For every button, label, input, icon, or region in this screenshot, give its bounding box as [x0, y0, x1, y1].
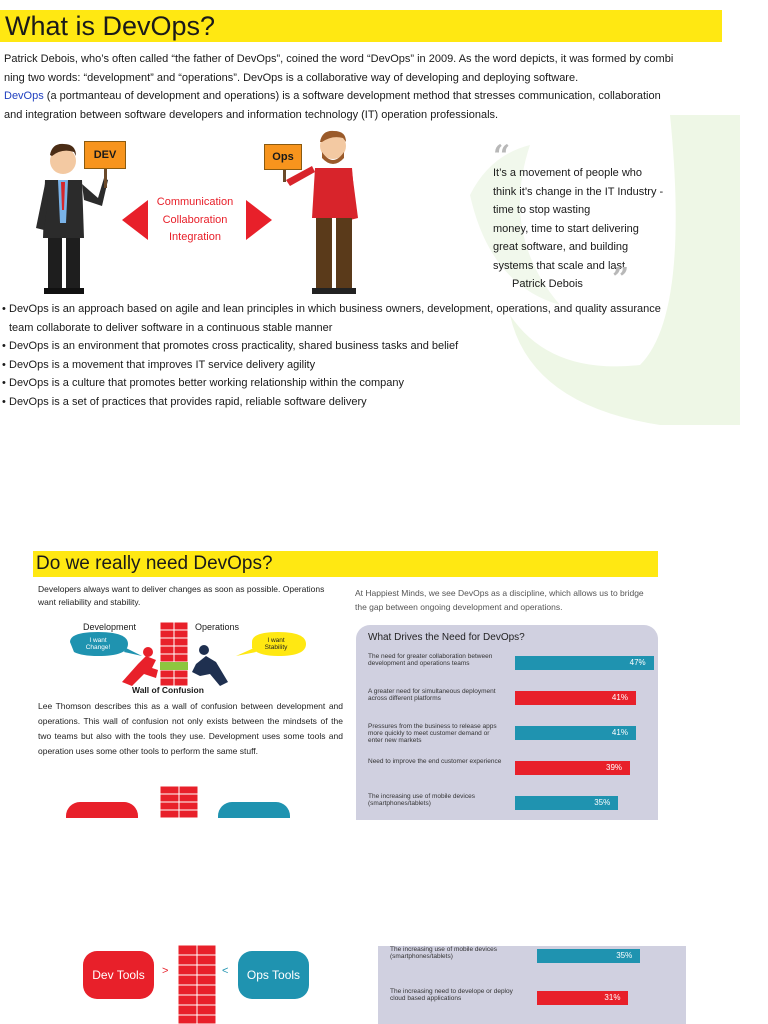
drive-text: The need for greater collaboration between development and operations teams [368, 653, 493, 667]
quote-line: systems that scale and last [493, 259, 626, 272]
list-item: • DevOps is a movement that improves IT service delivery agility [2, 356, 718, 375]
drives-panel-fragment [378, 946, 686, 1024]
comm-item: Communication [156, 196, 234, 208]
quote-line: It’s a movement of people who [493, 167, 642, 179]
section-title-bar [0, 10, 722, 42]
close-quote-icon: ” [612, 262, 630, 297]
drive-bar: 31% [537, 991, 628, 1005]
drives-title: What Drives the Need for DevOps? [368, 632, 525, 643]
comm-item: Collaboration [162, 213, 228, 226]
drive-bar: 35% [515, 796, 618, 810]
devops-link[interactable]: DevOps [4, 90, 44, 102]
operations-label: Operations [195, 622, 240, 632]
arrow-right-icon [246, 200, 272, 240]
list-item: • DevOps is an environment that promotes cross practicality, shared business tasks and belief [2, 337, 718, 356]
drive-text: The increasing use of mobile devices (smartphones/tablets) [390, 946, 497, 960]
dev-tools-fragment [66, 802, 138, 818]
wall-fragment-icon [160, 786, 198, 818]
drive-text: A greater need for simultaneous deployment across different platforms [368, 688, 496, 702]
section-title-bar [33, 551, 658, 577]
arrow-right-label: > [162, 965, 169, 977]
wall-icon [178, 945, 216, 1024]
arrow-left-label: < [222, 965, 229, 977]
drive-bar: 35% [537, 949, 640, 963]
drive-text: The increasing use of mobile devices (smartphones/tablets) [368, 793, 475, 807]
intro-line: ning two words: “development” and “operations”. DevOps is a collaborative way of developing and deploying software. [4, 71, 579, 84]
dev-tools-button: Dev Tools [83, 951, 154, 999]
intro-line [4, 87, 724, 106]
list-item-text: team collaborate to deliver software in a continuous stable manner [9, 321, 333, 334]
wall-of-confusion-illustration [60, 620, 310, 686]
quote-line: think it’s change in the IT Industry - [493, 185, 664, 198]
development-label: Development [83, 622, 137, 632]
drive-text: Pressures from the business to release apps more quickly to meet customer demand or enter new markets [368, 723, 497, 744]
bubble-want-stability: I want Stability [264, 637, 288, 651]
intro-paragraph [4, 50, 724, 124]
ops-sign: Ops [264, 144, 302, 170]
dev-sign: DEV [84, 141, 126, 169]
list-item [2, 300, 718, 337]
list-item: • DevOps is a set of practices that provides rapid, reliable software delivery [2, 393, 718, 412]
drive-bar: 39% [515, 761, 630, 775]
drive-bar: 47% [515, 656, 654, 670]
developers-paragraph: Developers always want to deliver changes as soon as possible. Operations want reliability and stability. [38, 584, 325, 607]
intro-line: Patrick Debois, who’s often called “the father of DevOps”, coined the word “DevOps” in 2009. As the word depicts, it was formed by combi [4, 53, 674, 65]
communication-list [150, 194, 240, 247]
quote-author: Patrick Debois [512, 278, 583, 290]
happiest-minds-paragraph: At Happiest Minds, we see DevOps as a discipline, which allows us to bridge the gap between ongoing development and operations. [355, 588, 644, 612]
page-title: What is DevOps? [5, 11, 216, 41]
list-item: • DevOps is a culture that promotes better working relationship within the company [2, 374, 718, 393]
open-quote-icon: “ [493, 139, 511, 174]
drives-panel [356, 625, 658, 820]
drive-text: Need to improve the end customer experience [368, 758, 502, 765]
drive-text: The increasing need to develope or deploy cloud based applications [390, 988, 513, 1002]
section-title: Do we really need DevOps? [36, 553, 273, 574]
quote-line: money, time to start delivering [493, 222, 639, 235]
ops-tools-fragment [218, 802, 290, 818]
quote-line: great software, and building [493, 241, 629, 253]
bullet-list [2, 300, 718, 411]
quote-block [493, 139, 693, 275]
list-item-text: DevOps is an approach based on agile and lean principles in which business owners, development, operations, and quality assurance [9, 303, 661, 315]
ops-tools-button: Ops Tools [238, 951, 309, 999]
wall-caption: Wall of Confusion [132, 685, 204, 695]
quote-line: time to stop wasting [493, 204, 591, 216]
drive-bar: 41% [515, 691, 636, 705]
arrow-left-icon [122, 200, 148, 240]
lee-thomson-paragraph: Lee Thomson describes this as a wall of confusion between development and operations. This wall of confusion not only exists between the mindsets of the two teams but also with the tools they use. Development uses some tools and operation uses some other tools to perform the same stuff. [38, 701, 343, 756]
bubble-want-change: I want Change! [85, 637, 111, 651]
drive-bar: 41% [515, 726, 636, 740]
intro-line-text: (a portmanteau of development and operations) is a software development method that stresses communication, collaboration [43, 90, 661, 102]
comm-item: Integration [169, 231, 221, 243]
intro-line: and integration between software developers and information technology (IT) operation professionals. [4, 108, 499, 121]
